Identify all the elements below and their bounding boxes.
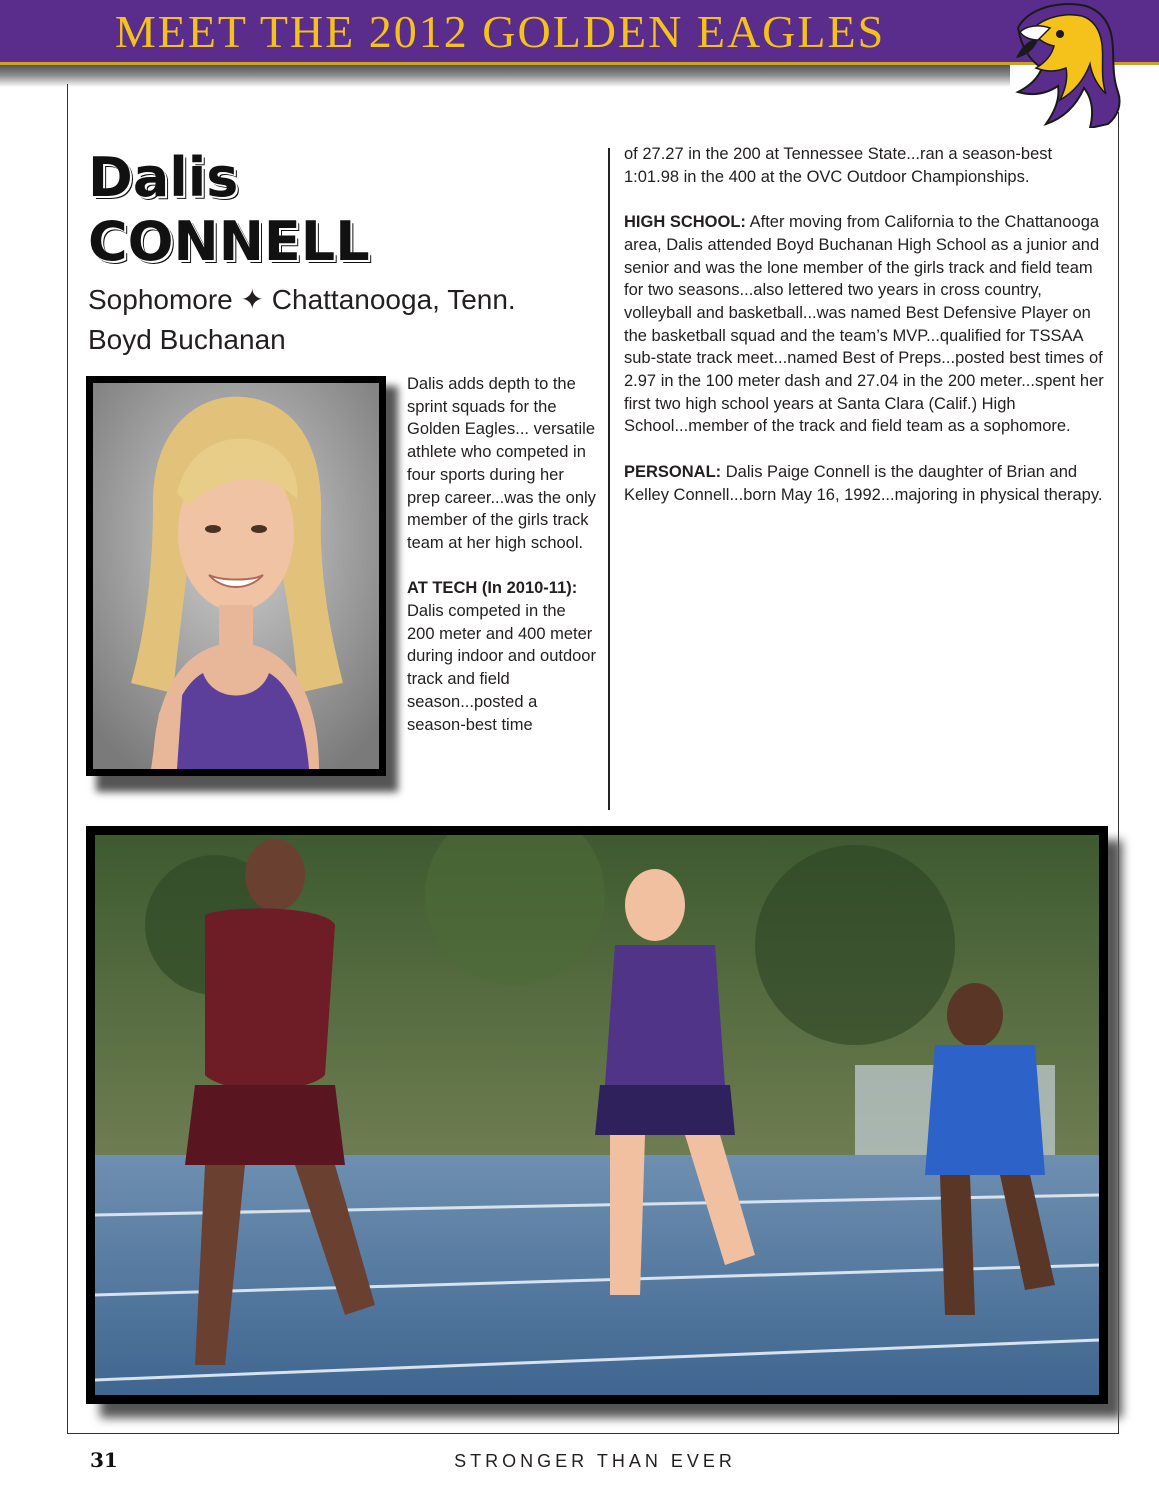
page-frame-left bbox=[67, 84, 68, 1434]
footer-slogan: STRONGER THAN EVER bbox=[454, 1451, 736, 1471]
athlete-first-name: Dalis bbox=[88, 146, 239, 209]
personal-text: Dalis Paige Connell is the daughter of Brian and Kelley Connell...born May 16, 1992...majoring in physical therapy. bbox=[624, 462, 1103, 504]
bio-high-school bbox=[624, 211, 1108, 438]
page-number: 31 bbox=[90, 1448, 118, 1472]
header-banner bbox=[0, 0, 1159, 65]
athlete-high-school: Boyd Buchanan bbox=[88, 324, 286, 355]
banner-shadow bbox=[0, 65, 1010, 87]
bio-column-right bbox=[624, 143, 1108, 506]
personal-label: PERSONAL: bbox=[624, 462, 722, 481]
high-school-text: After moving from California to the Chattanooga area, Dalis attended Boyd Buchanan High School as a junior and senior and was the lone member of the girls track and field team for two seasons...also lettered two years in cross country, volleyball and basketball...was named Best Defensive Player on the basketball squad and the team’s MVP...qualified for TSSAA sub-state track meet...named Best of Preps...posted best times of 2.97 in the 100 meter dash and 27.04 in the 200 meter...spent her first two high school years at Santa Clara (Calif.) High School...member of the track and field team as a sophomore. bbox=[624, 213, 1104, 436]
bio-intro: Dalis adds depth to the sprint squads for the Golden Eagles... versatile athlete who competed in four sports during her prep career...was the only member of the girls track team at her high school. bbox=[407, 375, 596, 552]
column-divider bbox=[608, 148, 610, 810]
at-tech-continued: of 27.27 in the 200 at Tennessee State...ran a season-best 1:01.98 in the 400 at the OVC Outdoor Championships. bbox=[624, 145, 1053, 186]
at-tech-text: Dalis competed in the 200 meter and 400 meter during indoor and outdoor track and field season...posted a season-best time bbox=[407, 602, 596, 734]
banner-title: MEET THE 2012 GOLDEN EAGLES bbox=[114, 6, 886, 57]
athlete-last-name: CONNELL bbox=[88, 210, 370, 273]
high-school-label: HIGH SCHOOL: bbox=[624, 213, 746, 232]
action-photo bbox=[86, 826, 1108, 1404]
athlete-class-hometown: Sophomore ✦ Chattanooga, Tenn. bbox=[88, 284, 516, 315]
bio-column-left bbox=[407, 373, 597, 736]
at-tech-label: AT TECH (In 2010-11): bbox=[407, 579, 578, 598]
athlete-headshot bbox=[86, 376, 386, 776]
bio-personal bbox=[624, 461, 1108, 506]
bio-at-tech bbox=[407, 577, 597, 736]
page-frame-bottom bbox=[67, 1433, 1119, 1434]
golden-eagle-logo-icon bbox=[998, 0, 1124, 128]
